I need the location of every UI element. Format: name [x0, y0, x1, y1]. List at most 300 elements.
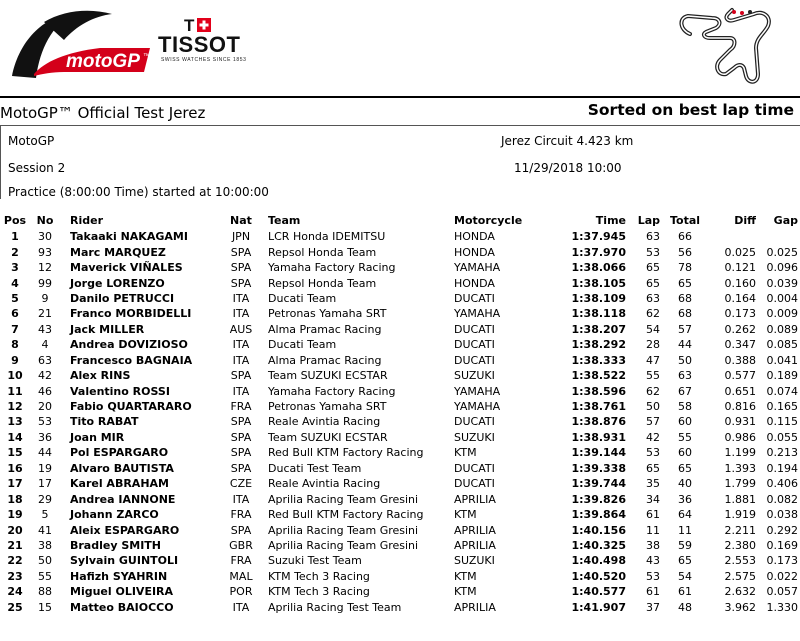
cell-team: Ducati Team: [268, 291, 337, 305]
cell-nat: SPA: [230, 446, 252, 460]
cell-gap: 0.038: [766, 508, 798, 522]
cell-rider: Johann ZARCO: [70, 508, 159, 522]
cell-team: Team SUZUKI ECSTAR: [268, 430, 388, 444]
cell-motorcycle: DUCATI: [454, 322, 495, 336]
cell-motorcycle: KTM: [454, 569, 477, 583]
cell-time: 1:39.864: [571, 508, 626, 522]
cell-time: 1:38.522: [571, 369, 626, 383]
table-row: [0, 538, 800, 553]
cell-total: 78: [678, 261, 692, 275]
cell-gap: 0.213: [766, 446, 798, 460]
cell-diff: 0.025: [724, 245, 756, 259]
cell-total: 59: [678, 538, 692, 552]
col-nat: Nat: [230, 214, 252, 227]
cell-time: 1:40.156: [571, 523, 626, 537]
cell-rider: Maverick VIÑALES: [70, 261, 183, 275]
col-lap: Lap: [637, 214, 660, 227]
cell-rider: Hafizh SYAHRIN: [70, 569, 168, 583]
results-table: [0, 212, 800, 615]
cell-no: 19: [38, 461, 52, 475]
cell-motorcycle: DUCATI: [454, 477, 495, 491]
cell-team: Petronas Yamaha SRT: [268, 307, 387, 321]
cell-pos: 1: [11, 230, 19, 244]
cell-total: 60: [678, 415, 692, 429]
cell-pos: 14: [7, 430, 23, 444]
cell-time: 1:39.826: [571, 492, 626, 506]
cell-total: 60: [678, 446, 692, 460]
cell-gap: 0.096: [766, 261, 798, 275]
cell-lap: 62: [646, 307, 660, 321]
cell-time: 1:40.325: [571, 538, 626, 552]
table-row: [0, 383, 800, 398]
cell-diff: 2.575: [724, 569, 756, 583]
cell-pos: 5: [11, 291, 19, 305]
col-rider: Rider: [70, 214, 103, 227]
cell-pos: 16: [7, 461, 23, 475]
table-row: [0, 353, 800, 368]
table-row: [0, 430, 800, 445]
cell-total: 50: [678, 353, 692, 367]
cell-total: 65: [678, 554, 692, 568]
cell-lap: 50: [646, 400, 660, 414]
cell-diff: 1.199: [724, 446, 756, 460]
cell-diff: 0.388: [724, 353, 756, 367]
cell-lap: 65: [646, 461, 660, 475]
cell-pos: 15: [7, 446, 23, 460]
cell-no: 44: [38, 446, 52, 460]
cell-rider: Pol ESPARGARO: [70, 446, 169, 460]
class-name: MotoGP: [8, 134, 55, 148]
cell-lap: 53: [646, 446, 660, 460]
cell-diff: 0.262: [724, 322, 756, 336]
cell-time: 1:40.498: [571, 554, 626, 568]
cell-total: 66: [678, 230, 692, 244]
cell-no: 63: [38, 353, 52, 367]
cell-gap: 0.189: [766, 369, 798, 383]
cell-nat: SPA: [230, 276, 252, 290]
cell-pos: 7: [11, 322, 19, 336]
cell-rider: Takaaki NAKAGAMI: [70, 230, 188, 244]
cell-no: 9: [41, 291, 49, 305]
cell-lap: 61: [646, 585, 660, 599]
cell-no: 17: [38, 477, 52, 491]
cell-pos: 21: [7, 538, 23, 552]
cell-time: 1:38.292: [571, 338, 626, 352]
cell-lap: 37: [646, 600, 660, 614]
cell-nat: POR: [229, 585, 253, 599]
cell-diff: 1.799: [724, 477, 756, 491]
cell-time: 1:38.931: [571, 430, 626, 444]
cell-rider: Miguel OLIVEIRA: [70, 585, 174, 599]
col-time: Time: [595, 214, 626, 227]
session-info: [0, 125, 800, 199]
cell-lap: 61: [646, 508, 660, 522]
cell-lap: 65: [646, 276, 660, 290]
col-motorcycle: Motorcycle: [454, 214, 523, 227]
cell-rider: Alvaro BAUTISTA: [70, 461, 174, 475]
cell-diff: 1.919: [724, 508, 756, 522]
cell-pos: 4: [11, 276, 19, 290]
cell-motorcycle: YAMAHA: [454, 384, 501, 398]
cell-gap: 0.165: [766, 400, 798, 414]
cell-team: Repsol Honda Team: [268, 276, 377, 290]
table-row: [0, 399, 800, 414]
cell-team: Yamaha Factory Racing: [268, 261, 396, 275]
cell-time: 1:41.907: [571, 600, 626, 614]
cell-motorcycle: KTM: [454, 446, 477, 460]
cell-motorcycle: KTM: [454, 508, 477, 522]
cell-team: Aprilia Racing Team Gresini: [268, 523, 419, 537]
table-row: [0, 476, 800, 491]
cell-pos: 25: [7, 600, 23, 614]
cell-gap: 0.085: [766, 338, 798, 352]
motogp-wordmark: motoGP: [66, 51, 140, 72]
cell-gap: 0.074: [766, 384, 798, 398]
cell-nat: ITA: [232, 600, 250, 614]
cell-motorcycle: KTM: [454, 585, 477, 599]
table-row: [0, 414, 800, 429]
cell-nat: AUS: [229, 322, 253, 336]
cell-no: 4: [41, 338, 49, 352]
cell-gap: 0.041: [766, 353, 798, 367]
cell-time: 1:38.207: [571, 322, 626, 336]
cell-gap: [756, 229, 800, 244]
cell-diff: 2.211: [724, 523, 756, 537]
table-row: [0, 322, 800, 337]
cell-diff: 2.632: [724, 585, 756, 599]
cell-total: 57: [678, 322, 692, 336]
cell-gap: 0.009: [766, 307, 798, 321]
cell-team: Alma Pramac Racing: [268, 353, 382, 367]
cell-team: Petronas Yamaha SRT: [268, 400, 387, 414]
cell-pos: 23: [7, 569, 23, 583]
col-diff: Diff: [734, 214, 756, 227]
cell-total: 36: [678, 492, 692, 506]
cell-team: Reale Avintia Racing: [268, 415, 381, 429]
cell-rider: Joan MIR: [70, 430, 125, 444]
cell-total: 54: [678, 569, 692, 583]
cell-pos: 9: [11, 353, 19, 367]
cell-no: 99: [38, 276, 52, 290]
cell-lap: 53: [646, 245, 660, 259]
cell-time: 1:38.761: [571, 400, 626, 414]
cell-team: Red Bull KTM Factory Racing: [268, 446, 424, 460]
cell-no: 5: [41, 508, 49, 522]
cell-motorcycle: DUCATI: [454, 353, 495, 367]
cell-time: 1:37.945: [571, 230, 626, 244]
motogp-swoosh-top: [44, 11, 112, 40]
cell-time: 1:39.744: [571, 477, 626, 491]
cell-pos: 2: [11, 245, 19, 259]
cell-total: 40: [678, 477, 692, 491]
col-gap: Gap: [773, 214, 798, 227]
table-row: [0, 445, 800, 460]
cell-pos: 13: [7, 415, 23, 429]
cell-nat: MAL: [229, 569, 253, 583]
cell-motorcycle: APRILIA: [454, 523, 496, 537]
cell-diff: 2.553: [724, 554, 756, 568]
cell-total: 44: [678, 338, 692, 352]
cell-gap: 1.330: [766, 600, 798, 614]
cell-rider: Matteo BAIOCCO: [70, 600, 174, 614]
cell-team: Suzuki Test Team: [268, 554, 362, 568]
cell-nat: SPA: [230, 430, 252, 444]
cell-nat: ITA: [232, 291, 250, 305]
cell-nat: SPA: [230, 245, 252, 259]
cell-motorcycle: DUCATI: [454, 291, 495, 305]
event-title: MotoGP™ Official Test Jerez: [0, 104, 206, 122]
cell-nat: FRA: [230, 554, 252, 568]
cell-pos: 22: [7, 554, 23, 568]
cell-no: 55: [38, 569, 52, 583]
track-marker-icon: [748, 10, 752, 14]
cell-no: 38: [38, 538, 52, 552]
cell-no: 30: [38, 230, 52, 244]
track-marker-icon: [740, 11, 744, 15]
table-row: [0, 491, 800, 506]
cell-rider: Jorge LORENZO: [70, 276, 165, 290]
cell-time: 1:38.118: [571, 307, 626, 321]
cell-gap: 0.292: [766, 523, 798, 537]
cell-lap: 63: [646, 291, 660, 305]
cell-no: 93: [38, 245, 52, 259]
table-row: [0, 275, 800, 290]
cell-no: 15: [38, 600, 52, 614]
cell-motorcycle: APRILIA: [454, 538, 496, 552]
cell-nat: SPA: [230, 261, 252, 275]
cell-nat: ITA: [232, 307, 250, 321]
cell-nat: CZE: [229, 477, 253, 491]
cell-rider: Aleix ESPARGARO: [70, 523, 180, 537]
cell-time: 1:38.109: [571, 291, 626, 305]
cell-total: 11: [678, 523, 692, 537]
cell-nat: SPA: [230, 523, 252, 537]
cell-no: 41: [38, 523, 52, 537]
cell-diff: 1.881: [724, 492, 756, 506]
cell-gap: 0.055: [766, 430, 798, 444]
cell-motorcycle: YAMAHA: [454, 400, 501, 414]
cell-pos: 10: [7, 369, 23, 383]
col-team: Team: [268, 214, 301, 227]
cell-rider: Franco MORBIDELLI: [70, 307, 192, 321]
cell-no: 21: [38, 307, 52, 321]
cell-diff: 0.986: [724, 430, 756, 444]
cell-gap: 0.025: [766, 245, 798, 259]
table-row: [0, 306, 800, 321]
cell-total: 56: [678, 245, 692, 259]
cell-time: 1:39.144: [571, 446, 626, 460]
cell-diff: 0.577: [724, 369, 756, 383]
cell-pos: 19: [7, 508, 23, 522]
col-no: No: [36, 214, 54, 227]
cell-time: 1:38.333: [571, 353, 626, 367]
cell-gap: 0.022: [766, 569, 798, 583]
cell-rider: Fabio QUARTARARO: [70, 400, 192, 414]
cell-team: Red Bull KTM Factory Racing: [268, 508, 424, 522]
cell-lap: 47: [646, 353, 660, 367]
cell-total: 55: [678, 430, 692, 444]
cell-rider: Andrea DOVIZIOSO: [70, 338, 188, 352]
table-row: [0, 244, 800, 259]
cell-pos: 3: [11, 261, 19, 275]
cell-no: 43: [38, 322, 52, 336]
cell-total: 68: [678, 307, 692, 321]
cell-motorcycle: APRILIA: [454, 492, 496, 506]
cell-motorcycle: DUCATI: [454, 338, 495, 352]
cell-diff: 3.962: [724, 600, 756, 614]
cell-gap: 0.082: [766, 492, 798, 506]
cell-diff: 0.347: [724, 338, 756, 352]
cell-lap: 55: [646, 369, 660, 383]
cell-lap: 53: [646, 569, 660, 583]
cell-nat: JPN: [231, 230, 251, 244]
session-datetime: 11/29/2018 10:00: [514, 161, 622, 175]
table-row: [0, 507, 800, 522]
cell-diff: 0.164: [724, 291, 756, 305]
cell-gap: 0.004: [766, 291, 798, 305]
cell-total: 68: [678, 291, 692, 305]
cell-rider: Alex RINS: [70, 369, 131, 383]
table-row: [0, 260, 800, 275]
cell-rider: Francesco BAGNAIA: [70, 353, 193, 367]
cell-lap: 62: [646, 384, 660, 398]
cell-team: Aprilia Racing Team Gresini: [268, 492, 419, 506]
cell-pos: 11: [7, 384, 23, 398]
cell-rider: Jack MILLER: [70, 322, 145, 336]
cell-lap: 28: [646, 338, 660, 352]
cell-diff: 0.816: [724, 400, 756, 414]
cell-time: 1:38.105: [571, 276, 626, 290]
cell-motorcycle: HONDA: [454, 230, 495, 244]
cell-team: KTM Tech 3 Racing: [268, 569, 370, 583]
cell-time: 1:39.338: [571, 461, 626, 475]
cell-lap: 43: [646, 554, 660, 568]
cell-no: 42: [38, 369, 52, 383]
table-header-row: [0, 212, 800, 229]
cell-diff: 0.160: [724, 276, 756, 290]
cell-team: Aprilia Racing Team Gresini: [268, 538, 419, 552]
cell-time: 1:38.066: [571, 261, 626, 275]
cell-time: 1:38.596: [571, 384, 626, 398]
cell-total: 64: [678, 508, 692, 522]
cell-motorcycle: HONDA: [454, 276, 495, 290]
cell-nat: GBR: [229, 538, 253, 552]
header-divider: [0, 96, 800, 98]
cell-team: Reale Avintia Racing: [268, 477, 381, 491]
cell-team: Repsol Honda Team: [268, 245, 377, 259]
cell-team: Team SUZUKI ECSTAR: [268, 369, 388, 383]
cell-rider: Marc MARQUEZ: [70, 245, 166, 259]
table-row: [0, 553, 800, 568]
cell-no: 29: [38, 492, 52, 506]
cell-gap: 0.194: [766, 461, 798, 475]
cell-nat: SPA: [230, 369, 252, 383]
motogp-logo: [4, 6, 154, 86]
cell-total: 65: [678, 461, 692, 475]
track-map-icon: [672, 4, 776, 90]
cell-no: 46: [38, 384, 52, 398]
cell-rider: Valentino ROSSI: [70, 384, 170, 398]
cell-total: 58: [678, 400, 692, 414]
table-row: [0, 584, 800, 599]
cell-time: 1:40.520: [571, 569, 626, 583]
cell-motorcycle: YAMAHA: [454, 261, 501, 275]
cell-team: Ducati Team: [268, 338, 337, 352]
cell-diff: 2.380: [724, 538, 756, 552]
cell-motorcycle: SUZUKI: [454, 369, 495, 383]
cell-gap: 0.089: [766, 322, 798, 336]
cell-lap: 54: [646, 322, 660, 336]
cell-rider: Tito RABAT: [70, 415, 139, 429]
cell-pos: 20: [7, 523, 23, 537]
table-row: [0, 569, 800, 584]
table-row: [0, 600, 800, 615]
cell-rider: Danilo PETRUCCI: [70, 291, 175, 305]
cell-gap: 0.173: [766, 554, 798, 568]
cell-diff: [704, 229, 756, 244]
table-row: [0, 522, 800, 537]
cell-diff: 0.651: [724, 384, 756, 398]
cell-motorcycle: APRILIA: [454, 600, 496, 614]
cell-gap: 0.115: [766, 415, 798, 429]
cell-nat: FRA: [230, 508, 252, 522]
circuit-info: Jerez Circuit 4.423 km: [501, 134, 634, 148]
cell-gap: 0.406: [766, 477, 798, 491]
cell-team: Alma Pramac Racing: [268, 322, 382, 336]
track-marker-icon: [732, 10, 736, 14]
cell-lap: 35: [646, 477, 660, 491]
cell-nat: ITA: [232, 353, 250, 367]
cell-rider: Bradley SMITH: [70, 538, 162, 552]
cell-motorcycle: DUCATI: [454, 461, 495, 475]
cell-pos: 6: [11, 307, 19, 321]
table-row: [0, 229, 800, 244]
cell-diff: 0.121: [724, 261, 756, 275]
col-total: Total: [669, 214, 701, 227]
sort-label: Sorted on best lap time: [587, 101, 794, 119]
cell-team: Aprilia Racing Test Team: [268, 600, 402, 614]
cell-pos: 18: [7, 492, 23, 506]
cell-diff: 0.931: [724, 415, 756, 429]
cell-pos: 24: [7, 585, 23, 599]
cell-total: 48: [678, 600, 692, 614]
cell-gap: 0.057: [766, 585, 798, 599]
cell-lap: 38: [646, 538, 660, 552]
cell-pos: 17: [7, 477, 23, 491]
cell-nat: SPA: [230, 461, 252, 475]
tissot-logo: [158, 16, 248, 66]
cell-lap: 57: [646, 415, 660, 429]
table-row: [0, 461, 800, 476]
cell-motorcycle: YAMAHA: [454, 307, 501, 321]
cell-motorcycle: HONDA: [454, 245, 495, 259]
cell-nat: SPA: [230, 415, 252, 429]
cell-time: 1:37.970: [571, 245, 626, 259]
motogp-trademark: ™: [143, 53, 150, 60]
cell-rider: Karel ABRAHAM: [70, 477, 169, 491]
cell-motorcycle: DUCATI: [454, 415, 495, 429]
cell-gap: 0.039: [766, 276, 798, 290]
cell-nat: ITA: [232, 492, 250, 506]
cell-nat: ITA: [232, 338, 250, 352]
cell-motorcycle: SUZUKI: [454, 430, 495, 444]
cell-pos: 12: [7, 400, 23, 414]
table-row: [0, 368, 800, 383]
cell-gap: 0.169: [766, 538, 798, 552]
cell-pos: 8: [11, 338, 19, 352]
session-name: Session 2: [8, 161, 66, 175]
cell-rider: Andrea IANNONE: [70, 492, 176, 506]
